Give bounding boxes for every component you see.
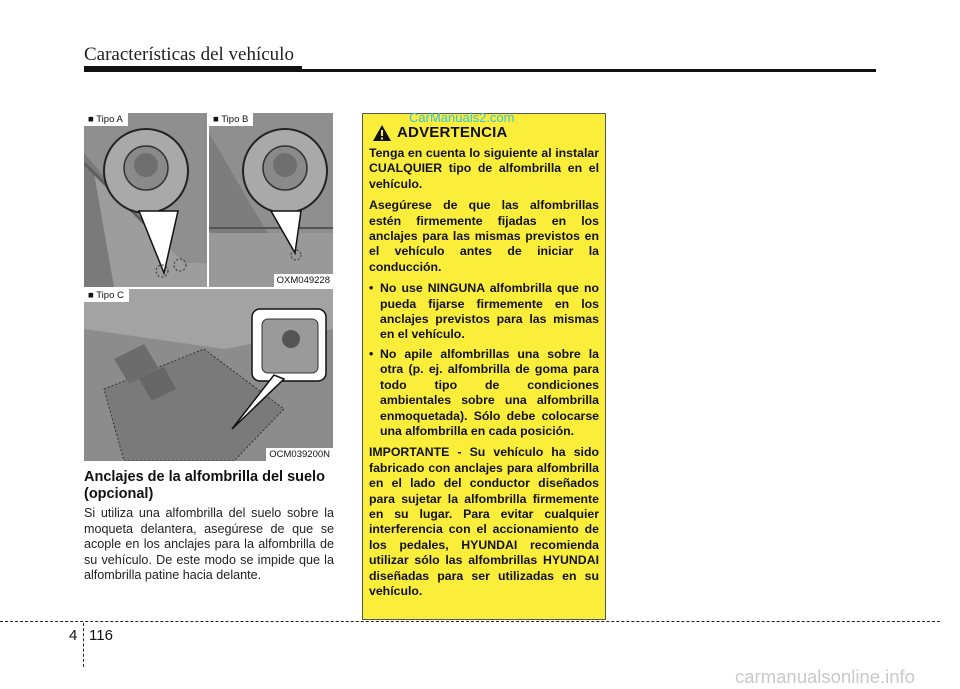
page-header-title: Características del vehículo [84, 44, 294, 65]
warning-box [362, 113, 606, 620]
type-a-label: Tipo A [96, 114, 123, 125]
type-c-label: Tipo C [96, 290, 124, 301]
footer-rule [0, 621, 940, 622]
figure-code-top: OXM049228 [274, 274, 333, 287]
type-b-label: Tipo B [221, 114, 249, 125]
square-bullet-icon: ■ [88, 114, 94, 125]
figure-code-bottom: OCM039200N [266, 448, 333, 461]
footer-divider [83, 623, 84, 667]
watermark-top: CarManuals2.com [409, 110, 515, 125]
watermark-bottom: carmanualsonline.info [735, 666, 915, 687]
type-b-tag [209, 113, 253, 126]
section-body: Si utiliza una alfombrilla del suelo sobre la moqueta delantera, asegúrese de que se acople en los anclajes para la alfombrilla de su vehículo. De este modo se impide que la alfombrilla patine hacia delante. [84, 506, 334, 583]
warning-header [373, 124, 599, 141]
warning-paragraph-1: Tenga en cuenta lo siguiente al instalar CUALQUIER tipo de alfombrilla en el vehículo. [369, 146, 599, 191]
section-title: Anclajes de la alfombrilla del suelo (opcional) [84, 469, 325, 502]
type-c-tag [84, 289, 129, 302]
square-bullet-icon: ■ [88, 290, 94, 301]
warning-bullet-1: • No use NINGUNA alfombrilla que no pueda fijarse firmemente en los anclajes previstos para las mismas en el vehículo. [369, 281, 599, 343]
warning-triangle-icon [373, 125, 391, 141]
figure-type-b [209, 113, 333, 287]
type-a-tag [84, 113, 128, 126]
figure-type-a [84, 113, 207, 287]
warning-paragraph-2: Asegúrese de que las alfombrillas estén firmemente fijadas en los anclajes para las mismas previstos en el vehículo antes de iniciar la conducción. [369, 198, 599, 274]
warning-paragraph-3: IMPORTANTE - Su vehículo ha sido fabricado con anclajes para alfombrilla en el lado del conductor diseñados para sujetar la alfombrilla firmemente en su lugar. Para evitar cualquier interferencia con el accionamiento de los pedales, HYUNDAI recomienda utilizar sólo las alfombrillas HYUNDAI diseñadas para ser utilizadas en su vehículo. [369, 445, 599, 598]
figure-type-c [84, 289, 333, 461]
header-rule-accent [84, 66, 302, 72]
warning-bullet-list [369, 281, 599, 439]
warning-bullet-2: • No apile alfombrillas una sobre la otra (p. ej. alfombrilla de goma para todo tipo de condiciones ambientales sobre una alfombrilla enmoquetada). Sólo debe colocarse una alfombrilla en cada posición. [369, 347, 599, 439]
warning-title: ADVERTENCIA [397, 124, 508, 141]
chapter-number: 4 [69, 627, 78, 644]
page-number: 116 [89, 627, 113, 644]
square-bullet-icon: ■ [213, 114, 219, 125]
